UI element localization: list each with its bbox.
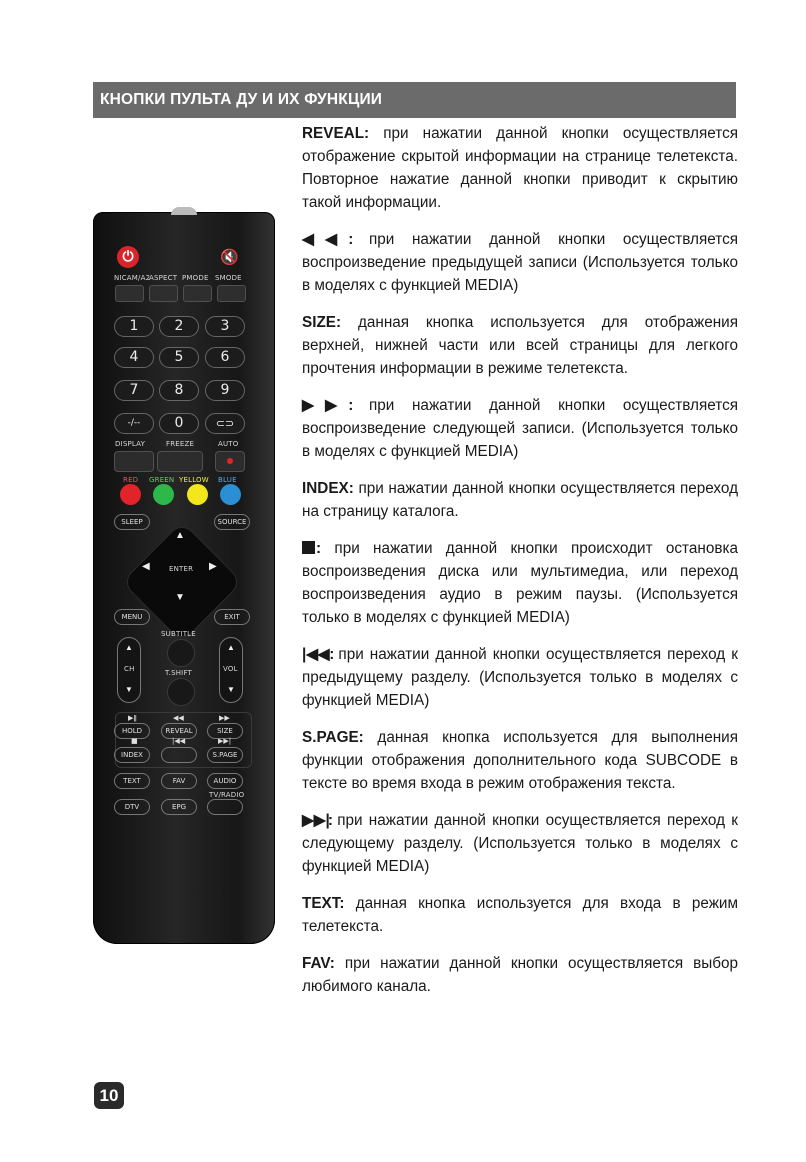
ch-down-icon: ▼: [125, 685, 133, 694]
tvradio-label: TV/RADIO: [209, 791, 245, 799]
entry-text: при нажатии данной кнопки осуществляется переход на страницу каталога.: [302, 480, 738, 520]
green-label: GREEN: [149, 476, 175, 484]
stop-icon: [302, 541, 315, 554]
display-label: DISPLAY: [115, 440, 146, 448]
red-button: [120, 484, 141, 505]
entry-label: INDEX:: [302, 480, 354, 497]
entry-text: при нажатии данной кнопки осуществляется воспроизведение следующей записи. (Используется только в моделях с функцией MEDIA): [302, 397, 739, 460]
aspect-button: [149, 285, 178, 302]
entry-text: при нажатии данной кнопки осуществляется переход к следующему разделу. (Используется только в моделях с функцией MEDIA): [302, 812, 738, 875]
entry-previous: [302, 643, 738, 712]
entry-size: [302, 311, 738, 380]
entry-text: [302, 892, 738, 938]
entry-text: при нажатии данной кнопки осуществляется воспроизведение предыдущей записи (Используется только в моделях с функцией MEDIA): [302, 231, 739, 294]
entry-label: FAV:: [302, 955, 335, 972]
previous-icon: |◀◀: [172, 737, 186, 745]
vol-label: VOL: [223, 665, 238, 673]
entry-fav: [302, 952, 738, 998]
entry-text: данная кнопка используется для отображения верхней, нижней части или всей страницы для легкого прочтения информации в режиме телетекста.: [302, 314, 738, 377]
red-label: RED: [123, 476, 139, 484]
auto-led-icon: [227, 458, 233, 464]
entry-next: [302, 809, 738, 878]
pmode-label: PMODE: [182, 274, 209, 282]
blue-button: [220, 484, 241, 505]
text-button: TEXT: [114, 773, 150, 789]
exit-button: EXIT: [214, 609, 250, 625]
mute-icon: 🔇: [220, 249, 239, 266]
previous-icon: |◀◀:: [302, 646, 333, 663]
vol-down-icon: ▼: [227, 685, 235, 694]
digit-button-5: 5: [159, 347, 199, 368]
freeze-button: [157, 451, 203, 472]
epg-button: EPG: [161, 799, 197, 815]
entry-fast-forward: [302, 394, 738, 463]
page-number: 10: [94, 1082, 124, 1109]
digit-button-9: 9: [205, 380, 245, 401]
entry-text: данная кнопка используется для выполнения функции отображения дополнительного кода SUBCODE в тексте во время входа в режим отображения текста.: [302, 729, 738, 792]
sleep-button: SLEEP: [114, 514, 150, 530]
smode-label: SMODE: [215, 274, 242, 282]
entry-text: при нажатии данной кнопки осуществляется отображение скрытой информации на странице телетекста. Повторное нажатие данной кнопки приводит к скрытию такой информации.: [302, 125, 738, 211]
entry-label: REVEAL:: [302, 125, 370, 142]
tvradio-button: [207, 799, 243, 815]
tshift-label: T.SHIFT: [165, 669, 193, 677]
ir-emitter: [171, 207, 197, 215]
play-pause-icon: ▶ǁ: [128, 714, 137, 722]
entry-label: S.PAGE:: [302, 729, 364, 746]
entry-text: при нажатии данной кнопки осуществляется выбор любимого канала.: [302, 955, 738, 995]
entry-stop: [302, 537, 738, 629]
fast-forward-icon: ▶▶:: [302, 397, 352, 414]
pmode-button: [183, 285, 212, 302]
digit-button-2: 2: [159, 316, 199, 337]
entry-text: данная кнопка используется для входа в режим телетекста.: [302, 895, 738, 935]
rewind-icon: ◀◀: [173, 714, 184, 722]
display-button: [114, 451, 154, 472]
right-arrow-icon: ▶: [209, 561, 217, 572]
entry-label: TEXT:: [302, 895, 345, 912]
blue-label: BLUE: [218, 476, 237, 484]
nicam-label: NICAM/A2: [114, 274, 151, 282]
digit-button-0: 0: [159, 413, 199, 434]
entry-text: при нажатии данной кнопки происходит остановка воспроизведения диска или мультимедиа, или переход воспроизведения аудио в режим паузы. (Используется только в моделях с функцией MEDIA): [302, 540, 738, 626]
entry-rewind: [302, 228, 738, 297]
entry-label: :: [316, 540, 322, 557]
digit-button-6: 6: [205, 347, 245, 368]
stop-icon: ■: [131, 737, 138, 745]
digit-button-4: 4: [114, 347, 154, 368]
digit-button-3: 3: [205, 316, 245, 337]
dtv-button: DTV: [114, 799, 150, 815]
nicam-button: [115, 285, 144, 302]
dash-button: -/--: [114, 413, 154, 434]
entry-text: при нажатии данной кнопки осуществляется переход к предыдущему разделу. (Используется только в моделях с функцией MEDIA): [302, 646, 738, 709]
entry-reveal: [302, 122, 738, 214]
subtitle-label: SUBTITLE: [161, 630, 196, 638]
size-button: SIZE: [207, 723, 243, 739]
menu-button: MENU: [114, 609, 150, 625]
up-arrow-icon: ▲: [175, 530, 185, 541]
entry-spage: [302, 726, 738, 795]
hold-button: HOLD: [114, 723, 150, 739]
fast-forward-icon: ▶▶: [219, 714, 230, 722]
vol-up-icon: ▲: [227, 643, 235, 652]
yellow-label: YELLOW: [179, 476, 209, 484]
subtitle-button: [167, 639, 195, 667]
power-button-icon: ⏻: [117, 246, 139, 268]
spage-button: S.PAGE: [207, 747, 243, 763]
blank-media-button: [161, 747, 197, 763]
entry-label: SIZE:: [302, 314, 342, 331]
enter-label: ENTER: [169, 565, 194, 573]
yellow-button: [187, 484, 208, 505]
index-button: INDEX: [114, 747, 150, 763]
reveal-button: REVEAL: [161, 723, 197, 739]
source-button: SOURCE: [214, 514, 250, 530]
freeze-label: FREEZE: [166, 440, 195, 448]
ch-label: CH: [124, 665, 135, 673]
ch-up-icon: ▲: [125, 643, 133, 652]
entry-index: [302, 477, 738, 523]
green-button: [153, 484, 174, 505]
section-header: КНОПКИ ПУЛЬТА ДУ И ИХ ФУНКЦИИ: [93, 82, 736, 118]
return-icon: ⊂⊃: [205, 413, 245, 434]
digit-button-1: 1: [114, 316, 154, 337]
fav-button: FAV: [161, 773, 197, 789]
description-column: [302, 122, 738, 1012]
rewind-icon: ◀◀:: [302, 231, 352, 248]
smode-button: [217, 285, 246, 302]
left-arrow-icon: ◀: [142, 561, 150, 572]
remote-control-illustration: [93, 212, 275, 944]
next-icon: ▶▶|: [218, 737, 232, 745]
tshift-button: [167, 678, 195, 706]
aspect-label: ASPECT: [149, 274, 178, 282]
digit-button-8: 8: [159, 380, 199, 401]
down-arrow-icon: ▼: [175, 592, 185, 603]
auto-label: AUTO: [218, 440, 239, 448]
audio-button: AUDIO: [207, 773, 243, 789]
digit-button-7: 7: [114, 380, 154, 401]
next-icon: ▶▶|:: [302, 812, 331, 829]
